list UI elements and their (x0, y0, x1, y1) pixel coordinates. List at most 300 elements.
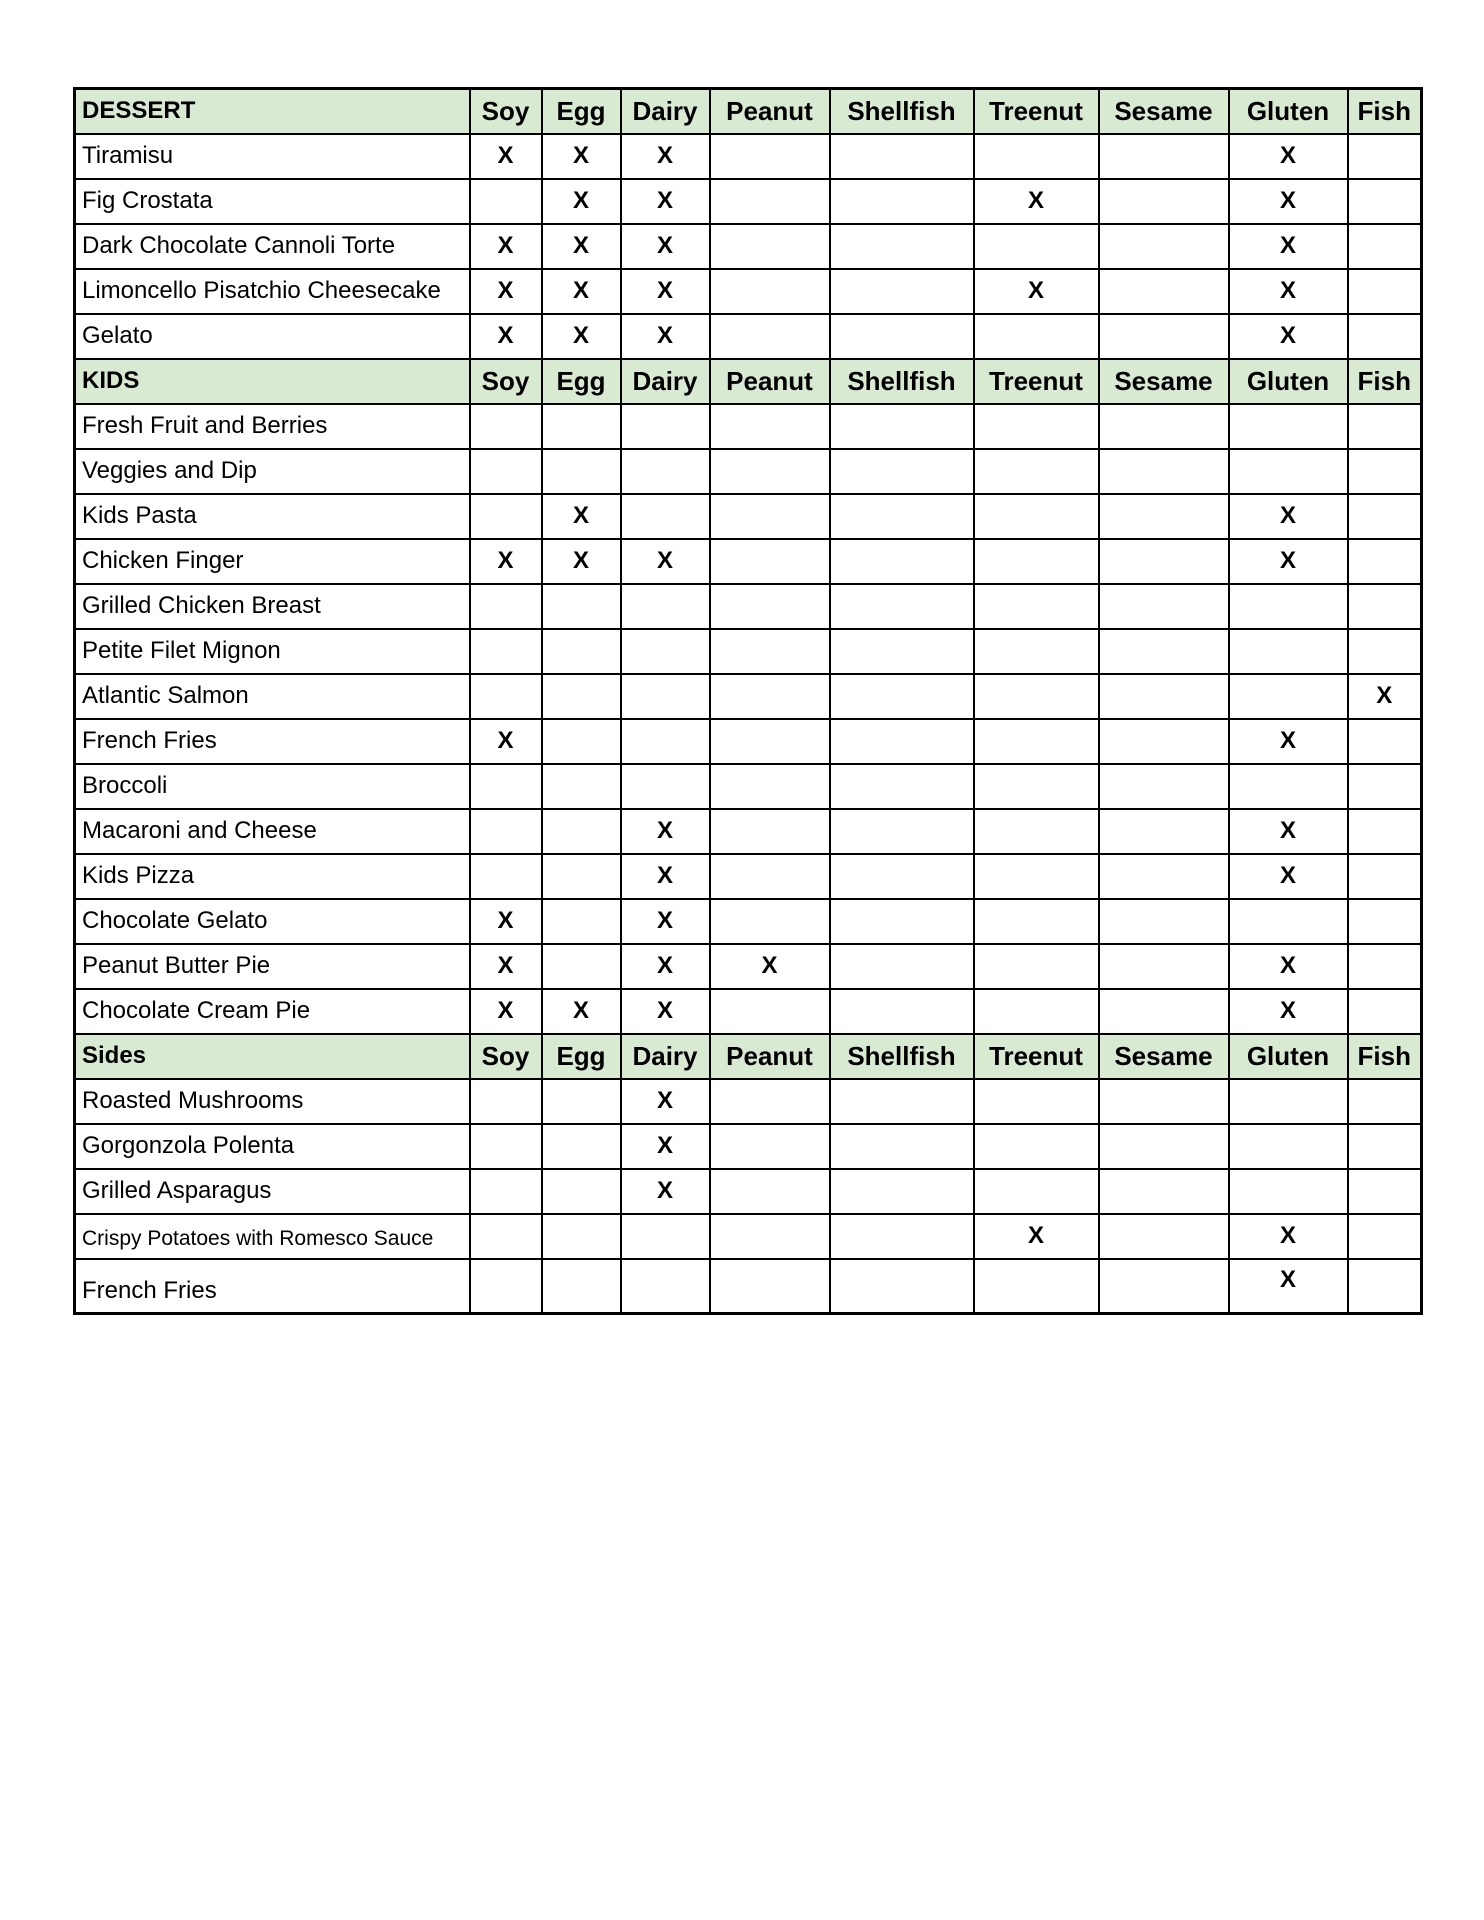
allergen-cell-egg (542, 404, 621, 449)
menu-item-name: Chocolate Cream Pie (75, 989, 470, 1034)
allergen-cell-sesame (1099, 224, 1229, 269)
allergen-header-shellfish: Shellfish (830, 359, 974, 404)
allergen-cell-egg (542, 539, 621, 584)
allergen-cell-dairy (621, 1169, 710, 1214)
allergen-header-sesame: Sesame (1099, 1034, 1229, 1079)
allergen-cell-treenut (974, 314, 1099, 359)
allergen-cell-soy (470, 719, 542, 764)
allergen-cell-fish (1348, 449, 1422, 494)
allergen-cell-egg (542, 224, 621, 269)
allergen-cell-soy (470, 1124, 542, 1169)
allergen-cell-fish (1348, 1259, 1422, 1314)
menu-item-name: Limoncello Pisatchio Cheesecake (75, 269, 470, 314)
allergen-cell-sesame (1099, 1214, 1229, 1259)
allergen-mark: X (1279, 547, 1296, 574)
allergen-header-sesame: Sesame (1099, 359, 1229, 404)
allergen-cell-dairy (621, 944, 710, 989)
allergen-cell-shellfish (830, 449, 974, 494)
menu-item-name: Grilled Asparagus (75, 1169, 470, 1214)
allergen-cell-soy (470, 449, 542, 494)
allergen-cell-sesame (1099, 809, 1229, 854)
table-row (75, 764, 1422, 809)
allergen-cell-gluten (1229, 674, 1348, 719)
allergen-mark: X (572, 997, 589, 1024)
table-row (75, 539, 1422, 584)
allergen-cell-peanut (710, 179, 830, 224)
allergen-cell-treenut (974, 494, 1099, 539)
allergen-mark: X (497, 142, 514, 169)
table-row (75, 1259, 1422, 1314)
allergen-cell-shellfish (830, 1214, 974, 1259)
allergen-mark: X (656, 322, 673, 349)
allergen-cell-dairy (621, 449, 710, 494)
allergen-cell-sesame (1099, 944, 1229, 989)
allergen-cell-shellfish (830, 1124, 974, 1169)
allergen-cell-dairy (621, 134, 710, 179)
allergen-cell-fish (1348, 764, 1422, 809)
allergen-cell-sesame (1099, 1169, 1229, 1214)
allergen-cell-dairy (621, 1214, 710, 1259)
menu-item-name: Gelato (75, 314, 470, 359)
allergen-mark: X (572, 232, 589, 259)
allergen-header-gluten: Gluten (1229, 359, 1348, 404)
allergen-mark: X (572, 322, 589, 349)
menu-item-name: Macaroni and Cheese (75, 809, 470, 854)
allergen-cell-soy (470, 269, 542, 314)
table-row (75, 404, 1422, 449)
allergen-cell-treenut (974, 944, 1099, 989)
allergen-mark: X (497, 727, 514, 754)
allergen-cell-fish (1348, 899, 1422, 944)
table-row (75, 1169, 1422, 1214)
menu-item-name: Roasted Mushrooms (75, 1079, 470, 1124)
menu-item-name: Kids Pasta (75, 494, 470, 539)
allergen-mark: X (1027, 187, 1044, 214)
allergen-mark: X (761, 952, 778, 979)
allergen-cell-treenut (974, 854, 1099, 899)
allergen-cell-egg (542, 989, 621, 1034)
allergen-mark: X (497, 277, 514, 304)
allergen-cell-peanut (710, 764, 830, 809)
allergen-mark: X (1279, 952, 1296, 979)
allergen-mark: X (1279, 322, 1296, 349)
allergen-cell-sesame (1099, 494, 1229, 539)
allergen-mark: X (572, 502, 589, 529)
allergen-cell-sesame (1099, 314, 1229, 359)
table-row (75, 494, 1422, 539)
allergen-cell-soy (470, 1079, 542, 1124)
allergen-cell-dairy (621, 989, 710, 1034)
menu-item-name: Chicken Finger (75, 539, 470, 584)
allergen-cell-sesame (1099, 179, 1229, 224)
allergen-cell-gluten (1229, 809, 1348, 854)
allergen-cell-peanut (710, 224, 830, 269)
allergen-mark: X (656, 862, 673, 889)
allergen-mark: X (1279, 1222, 1296, 1249)
allergen-cell-peanut (710, 674, 830, 719)
allergen-cell-egg (542, 899, 621, 944)
allergen-cell-treenut (974, 764, 1099, 809)
allergen-cell-egg (542, 179, 621, 224)
allergen-cell-shellfish (830, 899, 974, 944)
allergen-cell-peanut (710, 269, 830, 314)
allergen-mark: X (656, 1132, 673, 1159)
allergen-mark: X (497, 547, 514, 574)
allergen-mark: X (497, 952, 514, 979)
allergen-cell-fish (1348, 809, 1422, 854)
menu-item-name: Broccoli (75, 764, 470, 809)
allergen-cell-gluten (1229, 764, 1348, 809)
allergen-header-dairy: Dairy (621, 359, 710, 404)
allergen-mark: X (656, 232, 673, 259)
allergen-cell-fish (1348, 1169, 1422, 1214)
allergen-header-fish: Fish (1348, 359, 1422, 404)
menu-item-name: Dark Chocolate Cannoli Torte (75, 224, 470, 269)
allergen-cell-treenut (974, 449, 1099, 494)
allergen-mark: X (572, 277, 589, 304)
allergen-cell-treenut (974, 1214, 1099, 1259)
allergen-cell-shellfish (830, 674, 974, 719)
allergen-cell-dairy (621, 1079, 710, 1124)
menu-item-name: Fig Crostata (75, 179, 470, 224)
allergen-cell-gluten (1229, 1079, 1348, 1124)
allergen-cell-gluten (1229, 269, 1348, 314)
allergen-cell-egg (542, 854, 621, 899)
allergen-mark: X (497, 907, 514, 934)
allergen-cell-sesame (1099, 269, 1229, 314)
allergen-header-soy: Soy (470, 359, 542, 404)
allergen-cell-gluten (1229, 629, 1348, 674)
section-header-dessert (75, 89, 1422, 134)
allergen-cell-fish (1348, 224, 1422, 269)
allergen-cell-shellfish (830, 629, 974, 674)
allergen-cell-treenut (974, 269, 1099, 314)
table-row (75, 179, 1422, 224)
allergen-mark: X (1279, 862, 1296, 889)
allergen-header-fish: Fish (1348, 1034, 1422, 1079)
allergen-mark: X (656, 907, 673, 934)
allergen-cell-fish (1348, 314, 1422, 359)
menu-item-name: Grilled Chicken Breast (75, 584, 470, 629)
allergen-cell-sesame (1099, 1079, 1229, 1124)
allergen-cell-soy (470, 854, 542, 899)
allergen-cell-fish (1348, 494, 1422, 539)
allergen-cell-dairy (621, 764, 710, 809)
allergen-cell-gluten (1229, 944, 1348, 989)
allergen-cell-treenut (974, 1079, 1099, 1124)
allergen-mark: X (1376, 682, 1393, 709)
allergen-mark: X (656, 817, 673, 844)
table-row (75, 314, 1422, 359)
menu-item-name: Veggies and Dip (75, 449, 470, 494)
table-row (75, 629, 1422, 674)
allergen-cell-treenut (974, 809, 1099, 854)
allergen-cell-sesame (1099, 674, 1229, 719)
allergen-cell-sesame (1099, 449, 1229, 494)
allergen-cell-gluten (1229, 494, 1348, 539)
allergen-header-egg: Egg (542, 1034, 621, 1079)
allergen-mark: X (656, 952, 673, 979)
allergen-cell-dairy (621, 179, 710, 224)
allergen-cell-egg (542, 809, 621, 854)
section-header-kids (75, 359, 1422, 404)
allergen-header-dairy: Dairy (621, 1034, 710, 1079)
allergen-cell-egg (542, 269, 621, 314)
allergen-cell-shellfish (830, 224, 974, 269)
allergen-cell-treenut (974, 629, 1099, 674)
menu-item-name: Chocolate Gelato (75, 899, 470, 944)
menu-item-name: Gorgonzola Polenta (75, 1124, 470, 1169)
allergen-cell-peanut (710, 989, 830, 1034)
allergen-cell-peanut (710, 719, 830, 764)
allergen-cell-shellfish (830, 989, 974, 1034)
allergen-cell-peanut (710, 1214, 830, 1259)
allergen-cell-fish (1348, 134, 1422, 179)
allergen-header-soy: Soy (470, 1034, 542, 1079)
allergen-cell-gluten (1229, 854, 1348, 899)
allergen-cell-peanut (710, 1259, 830, 1314)
allergen-cell-fish (1348, 719, 1422, 764)
allergen-cell-shellfish (830, 134, 974, 179)
allergen-cell-treenut (974, 989, 1099, 1034)
allergen-mark: X (1279, 277, 1296, 304)
allergen-cell-sesame (1099, 899, 1229, 944)
allergen-cell-peanut (710, 134, 830, 179)
allergen-cell-shellfish (830, 1079, 974, 1124)
allergen-header-sesame: Sesame (1099, 89, 1229, 134)
menu-item-name: Crispy Potatoes with Romesco Sauce (75, 1214, 470, 1259)
allergen-mark: X (656, 1087, 673, 1114)
allergen-cell-soy (470, 224, 542, 269)
allergen-cell-soy (470, 314, 542, 359)
allergen-mark: X (1279, 817, 1296, 844)
allergen-cell-treenut (974, 1259, 1099, 1314)
allergen-mark: X (497, 232, 514, 259)
menu-item-name: Fresh Fruit and Berries (75, 404, 470, 449)
allergen-cell-soy (470, 404, 542, 449)
section-title: KIDS (75, 359, 470, 404)
allergen-cell-egg (542, 764, 621, 809)
allergen-cell-gluten (1229, 899, 1348, 944)
allergen-cell-gluten (1229, 314, 1348, 359)
allergen-cell-treenut (974, 719, 1099, 764)
allergen-cell-treenut (974, 224, 1099, 269)
allergen-cell-shellfish (830, 539, 974, 584)
allergen-header-egg: Egg (542, 359, 621, 404)
allergen-cell-egg (542, 584, 621, 629)
allergen-cell-fish (1348, 989, 1422, 1034)
menu-item-name: French Fries (75, 719, 470, 764)
table-row (75, 719, 1422, 764)
allergen-cell-egg (542, 1214, 621, 1259)
allergen-mark: X (572, 187, 589, 214)
allergen-cell-gluten (1229, 1124, 1348, 1169)
allergen-cell-fish (1348, 584, 1422, 629)
allergen-cell-gluten (1229, 449, 1348, 494)
allergen-cell-shellfish (830, 1169, 974, 1214)
allergen-cell-gluten (1229, 1259, 1348, 1314)
allergen-cell-peanut (710, 1079, 830, 1124)
allergen-mark: X (1279, 1265, 1296, 1293)
allergen-cell-treenut (974, 584, 1099, 629)
allergen-cell-treenut (974, 674, 1099, 719)
allergen-cell-egg (542, 1124, 621, 1169)
allergen-cell-treenut (974, 1169, 1099, 1214)
allergen-cell-gluten (1229, 179, 1348, 224)
allergen-cell-treenut (974, 179, 1099, 224)
menu-item-name: Tiramisu (75, 134, 470, 179)
allergen-cell-soy (470, 1214, 542, 1259)
allergen-cell-shellfish (830, 404, 974, 449)
allergen-cell-egg (542, 1079, 621, 1124)
allergen-cell-gluten (1229, 1214, 1348, 1259)
table-row (75, 674, 1422, 719)
allergen-cell-fish (1348, 674, 1422, 719)
allergen-cell-shellfish (830, 944, 974, 989)
allergen-cell-peanut (710, 809, 830, 854)
allergen-cell-soy (470, 674, 542, 719)
allergen-cell-fish (1348, 269, 1422, 314)
table-row (75, 1214, 1422, 1259)
allergen-cell-dairy (621, 899, 710, 944)
allergen-mark: X (656, 997, 673, 1024)
allergen-cell-peanut (710, 539, 830, 584)
table-row (75, 944, 1422, 989)
allergen-cell-gluten (1229, 224, 1348, 269)
allergen-cell-sesame (1099, 539, 1229, 584)
section-title: DESSERT (75, 89, 470, 134)
allergen-cell-peanut (710, 629, 830, 674)
allergen-cell-soy (470, 899, 542, 944)
allergen-cell-peanut (710, 584, 830, 629)
allergen-mark: X (572, 547, 589, 574)
allergen-cell-peanut (710, 1124, 830, 1169)
allergen-cell-shellfish (830, 719, 974, 764)
allergen-cell-gluten (1229, 1169, 1348, 1214)
allergen-cell-fish (1348, 854, 1422, 899)
allergen-cell-soy (470, 629, 542, 674)
allergen-cell-soy (470, 1169, 542, 1214)
table-row (75, 854, 1422, 899)
allergen-cell-dairy (621, 494, 710, 539)
allergen-cell-fish (1348, 629, 1422, 674)
allergen-cell-dairy (621, 314, 710, 359)
table-row (75, 134, 1422, 179)
allergen-cell-dairy (621, 854, 710, 899)
allergen-header-treenut: Treenut (974, 1034, 1099, 1079)
allergen-cell-egg (542, 944, 621, 989)
allergen-cell-treenut (974, 134, 1099, 179)
allergen-cell-dairy (621, 539, 710, 584)
table-row (75, 224, 1422, 269)
menu-item-name: Atlantic Salmon (75, 674, 470, 719)
allergen-cell-fish (1348, 944, 1422, 989)
allergen-cell-soy (470, 494, 542, 539)
allergen-cell-gluten (1229, 584, 1348, 629)
allergen-cell-soy (470, 539, 542, 584)
allergen-header-treenut: Treenut (974, 359, 1099, 404)
allergen-mark: X (656, 277, 673, 304)
allergen-cell-soy (470, 1259, 542, 1314)
allergen-cell-fish (1348, 1214, 1422, 1259)
allergen-cell-soy (470, 134, 542, 179)
allergen-cell-sesame (1099, 854, 1229, 899)
allergen-cell-egg (542, 314, 621, 359)
allergen-cell-shellfish (830, 809, 974, 854)
section-title: Sides (75, 1034, 470, 1079)
allergen-cell-sesame (1099, 134, 1229, 179)
table-row (75, 1079, 1422, 1124)
allergen-cell-soy (470, 809, 542, 854)
allergen-cell-sesame (1099, 1124, 1229, 1169)
allergen-cell-shellfish (830, 584, 974, 629)
allergen-cell-soy (470, 764, 542, 809)
allergen-cell-peanut (710, 449, 830, 494)
allergen-cell-dairy (621, 674, 710, 719)
allergen-cell-sesame (1099, 764, 1229, 809)
table-row (75, 449, 1422, 494)
allergen-cell-dairy (621, 584, 710, 629)
allergen-cell-gluten (1229, 134, 1348, 179)
allergen-mark: X (656, 187, 673, 214)
allergen-mark: X (1279, 997, 1296, 1024)
allergen-cell-egg (542, 1259, 621, 1314)
allergen-header-gluten: Gluten (1229, 89, 1348, 134)
allergen-header-shellfish: Shellfish (830, 1034, 974, 1079)
allergen-cell-sesame (1099, 1259, 1229, 1314)
allergen-cell-sesame (1099, 719, 1229, 764)
allergen-cell-dairy (621, 719, 710, 764)
table-body (75, 89, 1422, 1314)
table-row (75, 1124, 1422, 1169)
allergen-cell-shellfish (830, 314, 974, 359)
allergen-cell-peanut (710, 314, 830, 359)
allergen-cell-treenut (974, 899, 1099, 944)
allergen-cell-sesame (1099, 404, 1229, 449)
allergen-header-treenut: Treenut (974, 89, 1099, 134)
allergen-cell-fish (1348, 1124, 1422, 1169)
allergen-cell-shellfish (830, 179, 974, 224)
allergen-mark: X (656, 1177, 673, 1204)
allergen-header-shellfish: Shellfish (830, 89, 974, 134)
allergen-cell-soy (470, 584, 542, 629)
section-header-sides (75, 1034, 1422, 1079)
allergen-cell-dairy (621, 269, 710, 314)
allergen-cell-egg (542, 629, 621, 674)
allergen-mark: X (1279, 142, 1296, 169)
allergen-mark: X (1279, 232, 1296, 259)
allergen-cell-egg (542, 674, 621, 719)
allergen-cell-sesame (1099, 584, 1229, 629)
allergen-cell-sesame (1099, 629, 1229, 674)
allergen-header-peanut: Peanut (710, 1034, 830, 1079)
allergen-cell-shellfish (830, 494, 974, 539)
allergen-cell-egg (542, 1169, 621, 1214)
allergen-cell-dairy (621, 224, 710, 269)
allergen-cell-peanut (710, 1169, 830, 1214)
allergen-cell-sesame (1099, 989, 1229, 1034)
allergen-table (73, 87, 1423, 1315)
allergen-mark: X (656, 547, 673, 574)
allergen-header-dairy: Dairy (621, 89, 710, 134)
allergen-cell-shellfish (830, 764, 974, 809)
allergen-cell-soy (470, 179, 542, 224)
allergen-cell-dairy (621, 629, 710, 674)
allergen-cell-egg (542, 134, 621, 179)
allergen-cell-treenut (974, 539, 1099, 584)
menu-item-name: Peanut Butter Pie (75, 944, 470, 989)
allergen-header-fish: Fish (1348, 89, 1422, 134)
